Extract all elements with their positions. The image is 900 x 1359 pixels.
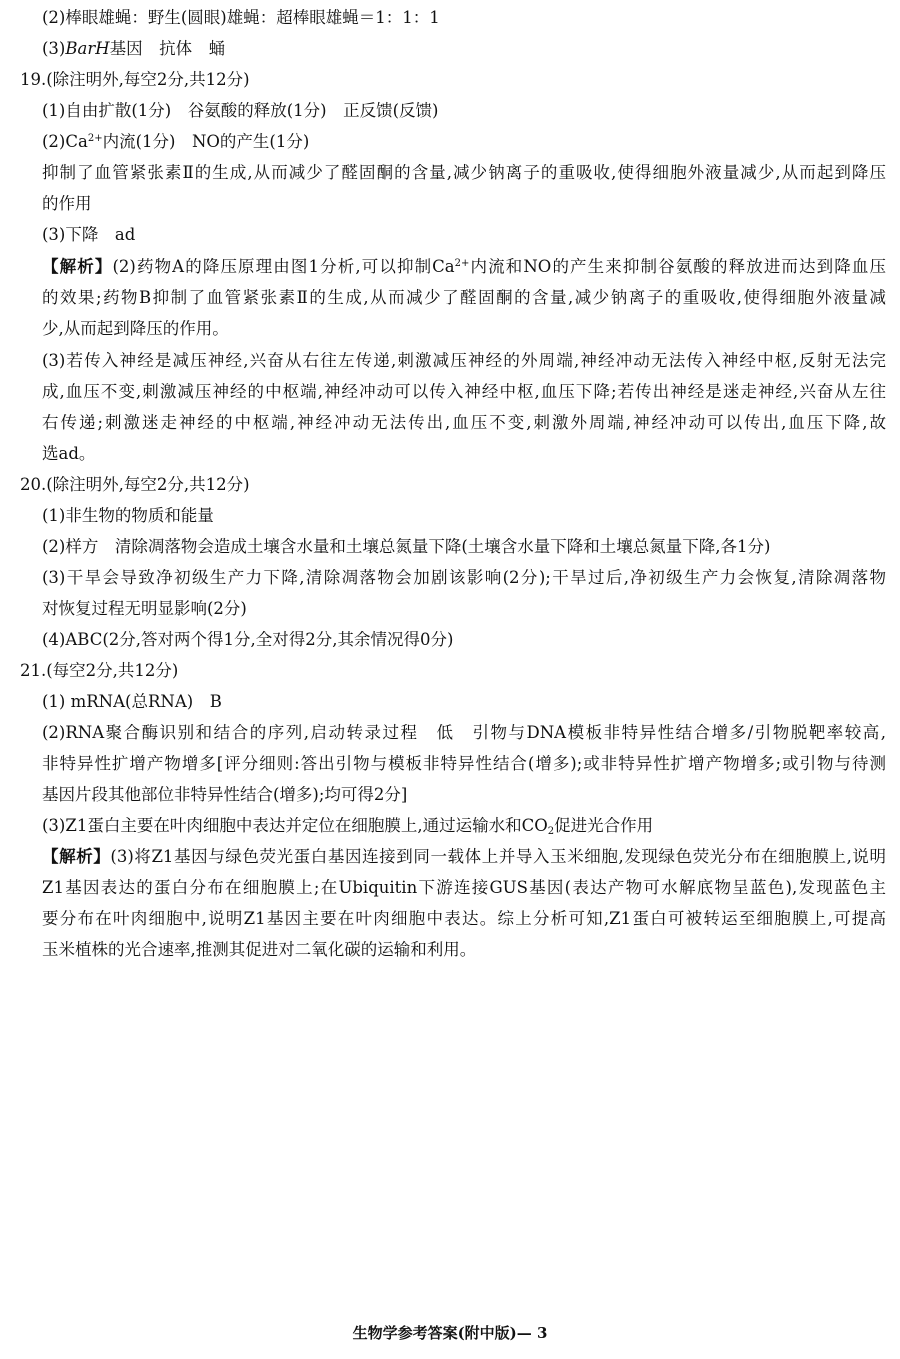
- q19-heading: 19.(除注明外,每空2分,共12分): [20, 70, 250, 89]
- q18-answer-3: (3)BarH基因 抗体 蛹: [42, 39, 226, 58]
- q20-answer-3: (3)干旱会导致净初级生产力下降,清除凋落物会加剧该影响(2分);干旱过后,净初级生产力会恢复,清除凋落物: [42, 568, 886, 587]
- q19-answer-2: $(2)Ca^{2+}$内流(1分) NO的产生(1分): [42, 132, 310, 151]
- q21-analysis-4: 玉米植株的光合速率,推测其促进对二氧化碳的运输和利用。: [42, 940, 477, 959]
- q21-analysis-3: 要分布在叶肉细胞中,说明Z1基因主要在叶肉细胞中表达。综上分析可知,Z1蛋白可被转运至细胞膜上,可提高: [42, 909, 886, 928]
- q19-analysis-6: 右传递;刺激迷走神经的中枢端,神经冲动无法传出,血压不变,刺激外周端,神经冲动可以传出,血压下降,故: [42, 413, 886, 432]
- q20-answer-1: (1)非生物的物质和能量: [42, 506, 214, 525]
- page-footer: 生物学参考答案(附中版)— 3: [352, 1324, 548, 1342]
- q21-heading: 21.(每空2分,共12分): [20, 661, 179, 680]
- q21-analysis-2: Z1基因表达的蛋白分布在细胞膜上;在Ubiquitin下游连接GUS基因(表达产物可水解底物呈蓝色),发现蓝色主: [42, 878, 886, 897]
- q19-analysis-7: 选ad。: [42, 444, 96, 463]
- q20-answer-3-cont: 对恢复过程无明显影响(2分): [42, 599, 247, 618]
- q19-analysis-1: 【解析】(2)药物A的降压原理由图1分析,可以抑制$Ca^{2+}$内流和NO的产生来抑制谷氨酸的释放进而达到降血压: [42, 257, 887, 276]
- q21-analysis-1: 【解析】(3)将Z1基因与绿色荧光蛋白基因连接到同一载体上并导入玉米细胞,发现绿色荧光分布在细胞膜上,说明: [42, 847, 887, 866]
- analysis-tag: 【解析】: [42, 257, 113, 276]
- q19-answer-1: (1)自由扩散(1分) 谷氨酸的释放(1分) 正反馈(反馈): [42, 101, 439, 120]
- q20-heading: 20.(除注明外,每空2分,共12分): [20, 475, 250, 494]
- analysis-tag: 【解析】: [42, 847, 111, 866]
- q19-analysis-2: 的效果;药物B抑制了血管紧张素Ⅱ的生成,从而减少了醛固酮的含量,减少钠离子的重吸收,使得细胞外液量减: [42, 288, 886, 307]
- q19-analysis-4: (3)若传入神经是减压神经,兴奋从右往左传递,刺激减压神经的外周端,神经冲动无法传入神经中枢,反射无法完: [42, 351, 886, 370]
- q18-answer-2: (2)棒眼雄蝇：野生(圆眼)雄蝇：超棒眼雄蝇＝1：1：1: [42, 8, 440, 27]
- q19-answer-3: (3)下降 ad: [42, 225, 136, 244]
- q19-analysis-3: 少,从而起到降压的作用。: [42, 319, 229, 338]
- q21-answer-3: (3)Z1蛋白主要在叶肉细胞中表达并定位在细胞膜上,通过运输水和$CO_2$促进光合作用: [42, 816, 654, 837]
- q19-answer-2-text: 抑制了血管紧张素Ⅱ的生成,从而减少了醛固酮的含量,减少钠离子的重吸收,使得细胞外液量减少,从而起到降压: [42, 163, 886, 182]
- q20-answer-4: (4)ABC(2分,答对两个得1分,全对得2分,其余情况得0分): [42, 630, 454, 649]
- q21-answer-2-cont-2: 基因片段其他部位非特异性结合(增多);均可得2分]: [42, 785, 408, 804]
- q21-answer-2-cont: 非特异性扩增产物增多[评分细则:答出引物与模板非特异性结合(增多);或非特异性扩增产物增多;或引物与待测: [42, 754, 886, 773]
- q21-answer-1: (1) mRNA(总RNA) B: [42, 692, 222, 711]
- q21-answer-2: (2)RNA聚合酶识别和结合的序列,启动转录过程 低 引物与DNA模板非特异性结合增多/引物脱靶率较高,: [42, 723, 886, 742]
- q19-answer-2-text-cont: 的作用: [42, 194, 92, 213]
- q19-analysis-5: 成,血压不变,刺激减压神经的中枢端,神经冲动可以传入神经中枢,血压下降;若传出神经是迷走神经,兴奋从左往: [42, 382, 886, 401]
- q20-answer-2: (2)样方 清除凋落物会造成土壤含水量和土壤总氮量下降(土壤含水量下降和土壤总氮量下降,各1分): [42, 537, 771, 556]
